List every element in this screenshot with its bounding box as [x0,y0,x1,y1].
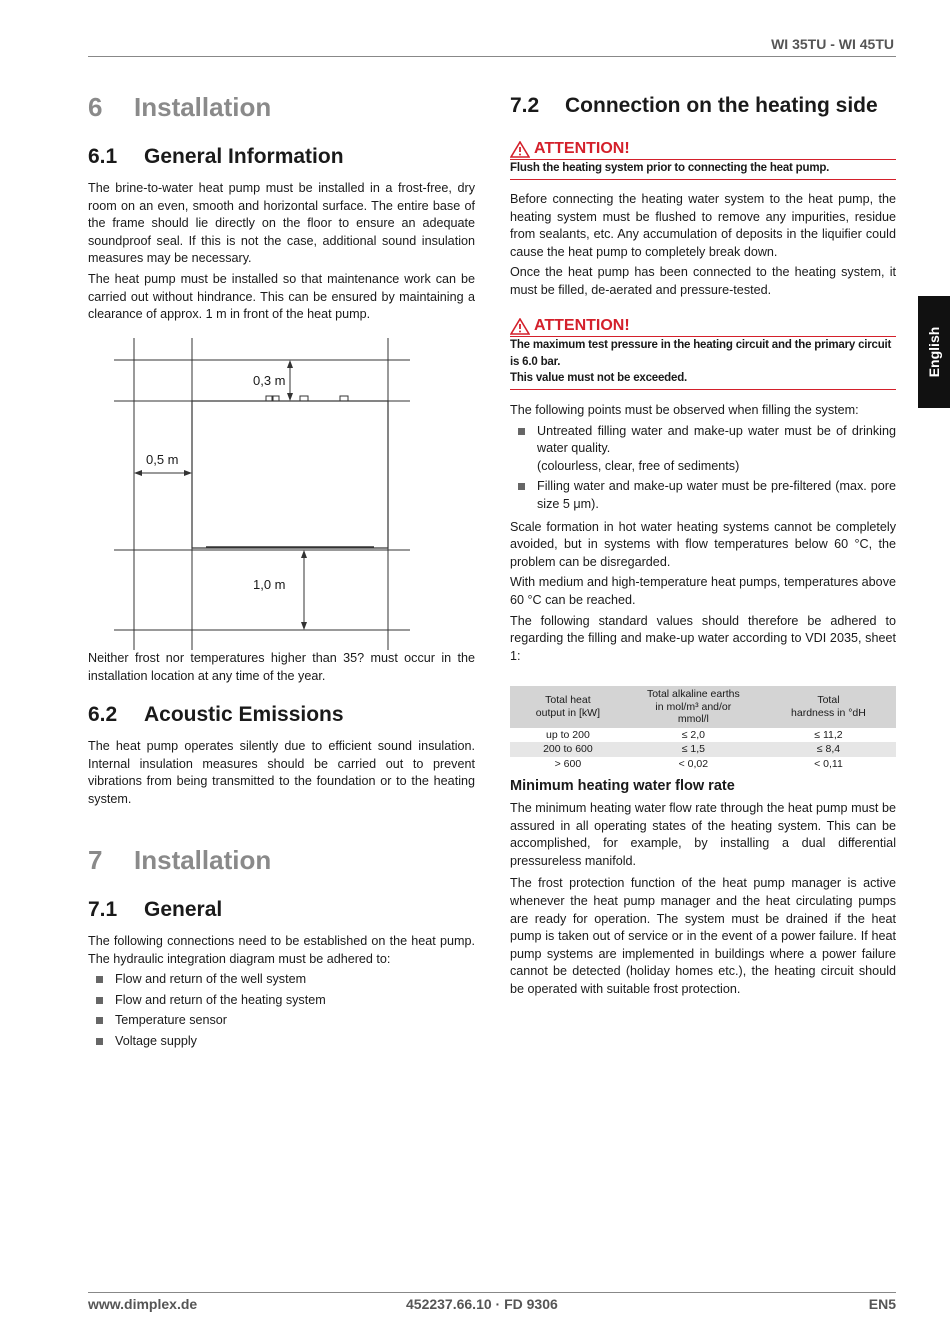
section-title: Installation [134,92,272,122]
warning-icon [510,318,530,335]
attention-text: This value must not be exceeded. [510,372,688,384]
table-cell: < 0,02 [678,757,709,770]
paragraph: Neither frost nor temperatures higher than 35? must occur in the installation location at any time of the year. [88,651,475,683]
table-cell: up to 200 [546,728,590,741]
list-item [88,1012,475,1030]
table-cell: ≤ 8,4 [761,742,896,757]
flow-rate-text [510,800,896,999]
clearance-left-label: 0,5 m [146,452,179,467]
header-rule [88,56,896,57]
table-cell: ≤ 11,2 [814,728,843,741]
section-6-2-text [88,738,475,808]
square-bullet-icon [96,1038,103,1045]
section-title: Connection on the heating side [565,94,878,117]
section-7-1-heading [88,898,222,922]
square-bullet-icon [96,997,103,1004]
paragraph: With medium and high-temperature heat pumps, temperatures above 60 °C can be reached. [510,575,896,607]
list-item-text: Flow and return of the heating system [115,992,326,1007]
paragraph: The following points must be observed when filling the system: [510,403,859,417]
warning-icon [510,141,530,158]
clearance-front-label: 1,0 m [253,577,286,592]
paragraph: The brine-to-water heat pump must be installed in a frost-free, dry room on an even, smooth and horizontal surface. The entire base of the frame should lie directly on the floor to ensure an adequate soundproof seal. If this is not the case, additional sound insulation measures may be necessary. [88,181,475,266]
header-line: Total heat [545,694,591,707]
section-number: 7.1 [88,898,118,921]
table-cell: 200 to 600 [510,742,626,757]
section-number: 6.1 [88,145,118,168]
section-number: 6 [88,92,103,122]
section-6-2-heading [88,703,344,727]
section-number: 6.2 [88,703,118,726]
section-number: 7 [88,845,103,875]
list-item-text: Untreated filling water and make-up water must be of drinking water quality. [537,423,896,456]
table-header [626,686,761,728]
list-item [88,971,475,989]
header-line: Total [817,694,840,707]
attention-heading [510,140,896,158]
filling-list [510,423,896,514]
header-line: Total alkaline earths [646,688,740,700]
footer-doc-number: 452237.66.10 · FD 9306 [406,1296,558,1312]
section-7-2-heading [510,94,878,118]
header-line: mmol/l [677,713,709,725]
section-6-1-heading [88,145,344,169]
footer-rule [88,1292,896,1293]
paragraph: Scale formation in hot water heating systems cannot be completely avoided, but in systems with flow temperatures below 60 °C, the problem can be disregarded. [510,519,896,569]
clearance-top-label: 0,3 m [253,373,286,388]
table-header [510,686,626,728]
paragraph: Before connecting the heating water system to the heat pump, the heating system must be flushed to remove any impurities, residue from sealants, etc. Any accumulation of deposits in the liquifier could cause the heat pump to completely break down. [510,192,896,259]
list-item [88,1033,475,1051]
list-item [88,992,475,1010]
section-7-heading [88,845,271,876]
connection-list [88,971,475,1050]
table-cell: > 600 [554,757,582,770]
square-bullet-icon [96,1017,103,1024]
table-cell: ≤ 2,0 [681,728,705,741]
language-tab-label: English [926,326,942,378]
filling-text [510,402,896,665]
paragraph: The following standard values should therefore be adhered to regarding the filling and make-up water according to VDI 2035, sheet 1: [510,613,896,663]
attention-box-flush [510,140,896,180]
paragraph: The frost protection function of the heat pump manager is active whenever the heat pump manager and the heat circulating pumps are ready for operation. The system must be drained if the heat pump is taken out of service or in the event of a power failure. If heat pump systems are implemented in buildings where a power failure cannot be detected (holiday homes etc.), the heating circuit should be operated with suitable frost protection. [510,876,896,996]
list-item [510,478,896,513]
paragraph: Once the heat pump has been connected to the heating system, it must be filled, de-aerated and pressure-tested. [510,265,896,297]
table-header [761,686,896,728]
table-row [510,757,896,772]
attention-label: ATTENTION! [534,317,630,334]
section-title: Installation [134,845,272,875]
header-line: output in [kW] [535,706,600,719]
attention-rule [510,389,896,390]
header-line: hardness in °dH [791,706,866,719]
square-bullet-icon [518,428,525,435]
footer-website: www.dimplex.de [88,1296,198,1312]
vdi-2035-table [510,686,896,771]
flow-rate-subheading: Minimum heating water flow rate [510,778,735,794]
list-item-text: Temperature sensor [115,1013,227,1028]
section-title: General Information [144,145,344,168]
table-cell: < 0,11 [814,757,843,770]
attention-label: ATTENTION! [534,140,630,157]
list-item-text: Voltage supply [115,1033,197,1048]
paragraph: The minimum heating water flow rate through the heat pump must be assured in all operating states of the heating system. This can be accomplished, for example, by installing a dual differential pressureless manifold. [510,801,896,868]
list-item-text: (colourless, clear, free of sediments) [537,458,740,473]
frost-note [88,650,475,685]
attention-text: Flush the heating system prior to connecting the heat pump. [510,162,830,174]
section-7-1-text [88,933,475,1051]
paragraph: The heat pump operates silently due to efficient sound insulation. Internal insulation measures should be carried out to prevent vibrations from being transmitted to the foundation or to the heating system. [88,739,475,806]
table-row [510,742,896,757]
attention-box-pressure [510,317,896,390]
attention-heading [510,317,896,335]
header-title: WI 35TU - WI 45TU [771,36,894,52]
square-bullet-icon [518,483,525,490]
list-item-text: Filling water and make-up water must be pre-filtered (max. pore size 5 μm). [537,479,896,511]
language-tab [918,296,950,408]
paragraph: The following connections need to be established on the heat pump. The hydraulic integration diagram must be adhered to: [88,934,475,966]
clearance-diagram [110,338,415,650]
list-item [510,423,896,476]
section-7-2-text [510,191,896,300]
section-title: Acoustic Emissions [144,703,344,726]
table-row [510,728,896,743]
paragraph: The heat pump must be installed so that maintenance work can be carried out without hindrance. This can be ensured by maintaining a clearance of approx. 1 m in front of the heat pump. [88,271,475,322]
section-6-heading [88,92,271,123]
attention-text: The maximum test pressure in the heating circuit and the primary circuit is 6.0 bar. [510,339,892,368]
section-number: 7.2 [510,94,540,117]
section-6-1-text [88,180,475,324]
header-line: in mol/m³ and/or [655,700,732,713]
table-cell: ≤ 1,5 [626,742,761,757]
footer-page-number: EN5 [868,1296,896,1312]
attention-rule [510,179,896,180]
section-title: General [144,898,223,921]
table-header-row [510,686,896,728]
list-item-text: Flow and return of the well system [115,972,307,987]
square-bullet-icon [96,976,103,983]
